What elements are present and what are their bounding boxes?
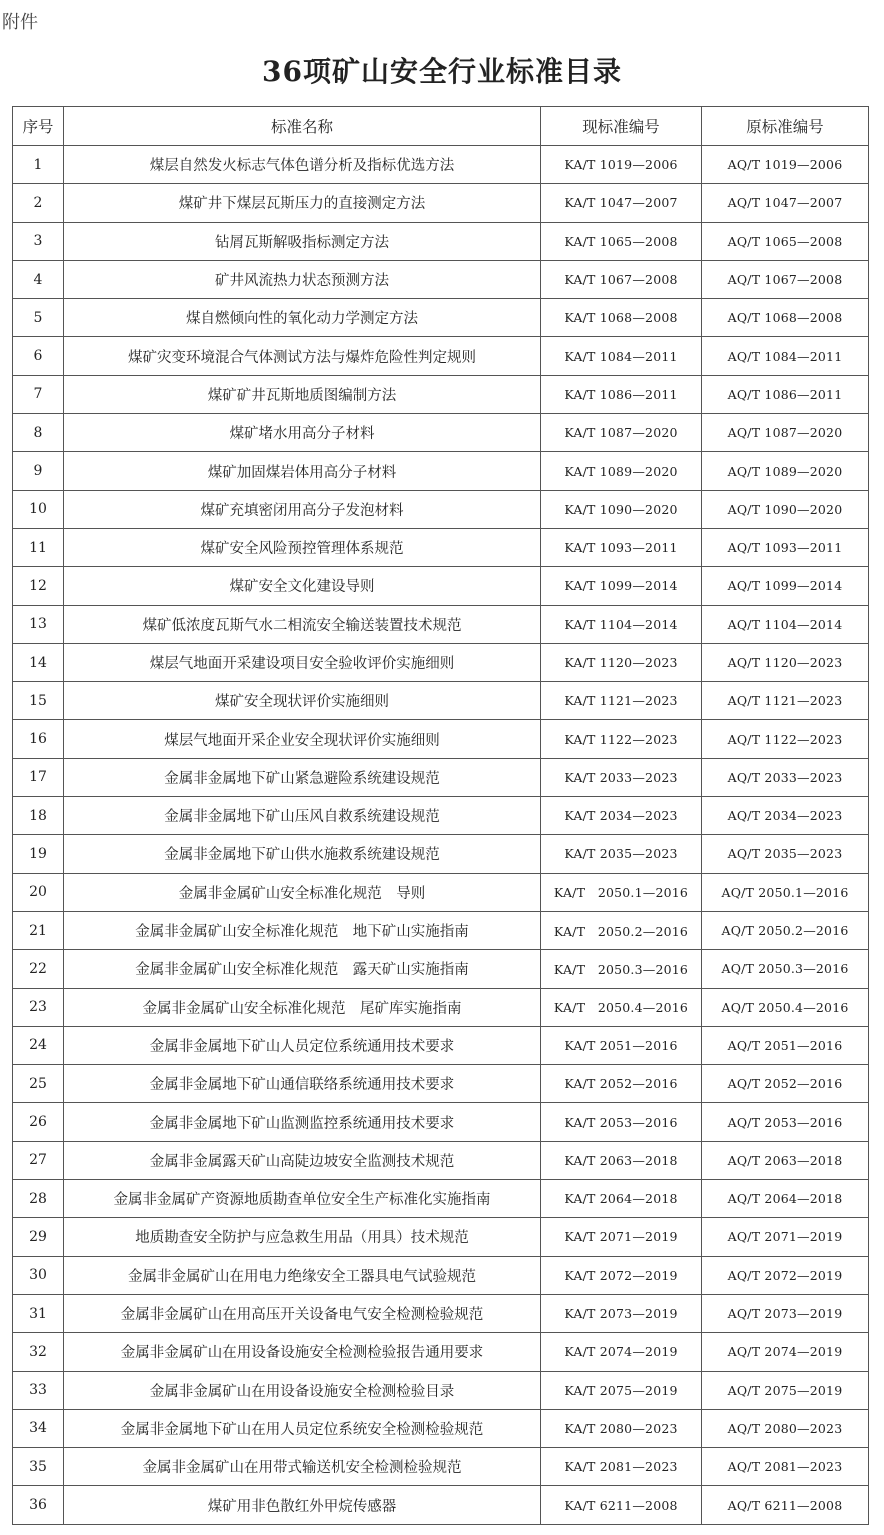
current-code: KA/T 1093—2011 [541, 528, 702, 566]
row-index: 32 [13, 1333, 64, 1371]
row-index: 15 [13, 682, 64, 720]
standard-name: 煤矿充填密闭用高分子发泡材料 [64, 490, 541, 528]
standard-name: 煤矿堵水用高分子材料 [64, 414, 541, 452]
table-row [13, 146, 869, 184]
table-row [13, 184, 869, 222]
current-code: KA/T 1019—2006 [541, 146, 702, 184]
standard-name: 金属非金属矿山在用高压开关设备电气安全检测检验规范 [64, 1294, 541, 1332]
table-row [13, 873, 869, 911]
current-code: KA/T 1122—2023 [541, 720, 702, 758]
current-code: KA/T 2050.1—2016 [541, 873, 702, 911]
header-original-code: 原标准编号 [702, 107, 869, 146]
row-index: 29 [13, 1218, 64, 1256]
table-row [13, 528, 869, 566]
row-index: 23 [13, 988, 64, 1026]
standard-name: 金属非金属地下矿山在用人员定位系统安全检测检验规范 [64, 1409, 541, 1447]
standard-name: 金属非金属地下矿山紧急避险系统建设规范 [64, 758, 541, 796]
standard-name: 煤矿用非色散红外甲烷传感器 [64, 1486, 541, 1524]
standard-name: 金属非金属地下矿山压风自救系统建设规范 [64, 797, 541, 835]
table-row [13, 988, 869, 1026]
original-code: AQ/T 2063—2018 [702, 1141, 869, 1179]
current-code: KA/T 1104—2014 [541, 605, 702, 643]
table-row [13, 1409, 869, 1447]
table-row [13, 720, 869, 758]
row-index: 17 [13, 758, 64, 796]
table-row [13, 1371, 869, 1409]
current-code: KA/T 1099—2014 [541, 567, 702, 605]
original-code: AQ/T 2081—2023 [702, 1448, 869, 1486]
attachment-label: 附件 [2, 12, 38, 33]
original-code: AQ/T 2050.1—2016 [702, 873, 869, 911]
standard-name: 煤矿低浓度瓦斯气水二相流安全输送装置技术规范 [64, 605, 541, 643]
table-row [13, 490, 869, 528]
original-code: AQ/T 1099—2014 [702, 567, 869, 605]
row-index: 6 [13, 337, 64, 375]
header-index: 序号 [13, 107, 64, 146]
row-index: 21 [13, 911, 64, 949]
current-code: KA/T 2063—2018 [541, 1141, 702, 1179]
table-row [13, 1486, 869, 1524]
table-row [13, 758, 869, 796]
original-code: AQ/T 2051—2016 [702, 1026, 869, 1064]
standard-name: 金属非金属地下矿山人员定位系统通用技术要求 [64, 1026, 541, 1064]
row-index: 11 [13, 528, 64, 566]
original-code: AQ/T 1068—2008 [702, 299, 869, 337]
current-code: KA/T 2051—2016 [541, 1026, 702, 1064]
standard-name: 地质勘查安全防护与应急救生用品（用具）技术规范 [64, 1218, 541, 1256]
table-row [13, 1333, 869, 1371]
table-row [13, 337, 869, 375]
row-index: 19 [13, 835, 64, 873]
original-code: AQ/T 2064—2018 [702, 1180, 869, 1218]
original-code: AQ/T 1047—2007 [702, 184, 869, 222]
table-row [13, 1294, 869, 1332]
standard-name: 金属非金属矿山在用设备设施安全检测检验报告通用要求 [64, 1333, 541, 1371]
standard-name: 矿井风流热力状态预测方法 [64, 260, 541, 298]
standard-name: 金属非金属矿山安全标准化规范 导则 [64, 873, 541, 911]
original-code: AQ/T 1067—2008 [702, 260, 869, 298]
current-code: KA/T 1086—2011 [541, 375, 702, 413]
original-code: AQ/T 1121—2023 [702, 682, 869, 720]
original-code: AQ/T 1120—2023 [702, 643, 869, 681]
current-code: KA/T 2080—2023 [541, 1409, 702, 1447]
current-code: KA/T 2050.2—2016 [541, 911, 702, 949]
table-row [13, 1180, 869, 1218]
current-code: KA/T 2050.4—2016 [541, 988, 702, 1026]
original-code: AQ/T 2071—2019 [702, 1218, 869, 1256]
original-code: AQ/T 1093—2011 [702, 528, 869, 566]
original-code: AQ/T 2080—2023 [702, 1409, 869, 1447]
standard-name: 煤矿矿井瓦斯地质图编制方法 [64, 375, 541, 413]
table-row [13, 1103, 869, 1141]
row-index: 24 [13, 1026, 64, 1064]
standard-name: 煤层气地面开采企业安全现状评价实施细则 [64, 720, 541, 758]
row-index: 1 [13, 146, 64, 184]
table-row [13, 797, 869, 835]
original-code: AQ/T 1086—2011 [702, 375, 869, 413]
current-code: KA/T 2074—2019 [541, 1333, 702, 1371]
table-row [13, 605, 869, 643]
row-index: 18 [13, 797, 64, 835]
current-code: KA/T 2053—2016 [541, 1103, 702, 1141]
standard-name: 煤矿井下煤层瓦斯压力的直接测定方法 [64, 184, 541, 222]
current-code: KA/T 1089—2020 [541, 452, 702, 490]
table-row [13, 1026, 869, 1064]
current-code: KA/T 1067—2008 [541, 260, 702, 298]
row-index: 34 [13, 1409, 64, 1447]
standards-table [12, 106, 869, 1525]
row-index: 26 [13, 1103, 64, 1141]
current-code: KA/T 2072—2019 [541, 1256, 702, 1294]
original-code: AQ/T 2050.2—2016 [702, 911, 869, 949]
standard-name: 煤层气地面开采建设项目安全验收评价实施细则 [64, 643, 541, 681]
row-index: 35 [13, 1448, 64, 1486]
table-row [13, 950, 869, 988]
original-code: AQ/T 2074—2019 [702, 1333, 869, 1371]
table-row [13, 682, 869, 720]
row-index: 7 [13, 375, 64, 413]
original-code: AQ/T 2034—2023 [702, 797, 869, 835]
current-code: KA/T 1068—2008 [541, 299, 702, 337]
current-code: KA/T 2035—2023 [541, 835, 702, 873]
current-code: KA/T 1084—2011 [541, 337, 702, 375]
current-code: KA/T 1120—2023 [541, 643, 702, 681]
original-code: AQ/T 1089—2020 [702, 452, 869, 490]
row-index: 22 [13, 950, 64, 988]
table-row [13, 911, 869, 949]
original-code: AQ/T 1122—2023 [702, 720, 869, 758]
original-code: AQ/T 2050.4—2016 [702, 988, 869, 1026]
current-code: KA/T 2071—2019 [541, 1218, 702, 1256]
current-code: KA/T 1065—2008 [541, 222, 702, 260]
standard-name: 金属非金属矿山在用设备设施安全检测检验目录 [64, 1371, 541, 1409]
row-index: 4 [13, 260, 64, 298]
row-index: 36 [13, 1486, 64, 1524]
original-code: AQ/T 2075—2019 [702, 1371, 869, 1409]
original-code: AQ/T 6211—2008 [702, 1486, 869, 1524]
standard-name: 金属非金属矿山安全标准化规范 地下矿山实施指南 [64, 911, 541, 949]
table-row [13, 299, 869, 337]
original-code: AQ/T 2073—2019 [702, 1294, 869, 1332]
current-code: KA/T 1090—2020 [541, 490, 702, 528]
row-index: 10 [13, 490, 64, 528]
standard-name: 煤矿安全现状评价实施细则 [64, 682, 541, 720]
page-title: 36项矿山安全行业标准目录 [262, 55, 622, 88]
row-index: 12 [13, 567, 64, 605]
row-index: 33 [13, 1371, 64, 1409]
table-row [13, 1448, 869, 1486]
row-index: 28 [13, 1180, 64, 1218]
original-code: AQ/T 2052—2016 [702, 1065, 869, 1103]
row-index: 3 [13, 222, 64, 260]
current-code: KA/T 1121—2023 [541, 682, 702, 720]
standard-name: 煤自燃倾向性的氧化动力学测定方法 [64, 299, 541, 337]
table-row [13, 835, 869, 873]
row-index: 27 [13, 1141, 64, 1179]
current-code: KA/T 2081—2023 [541, 1448, 702, 1486]
table-row [13, 567, 869, 605]
standard-name: 钻屑瓦斯解吸指标测定方法 [64, 222, 541, 260]
original-code: AQ/T 1019—2006 [702, 146, 869, 184]
standard-name: 金属非金属矿山安全标准化规范 尾矿库实施指南 [64, 988, 541, 1026]
row-index: 2 [13, 184, 64, 222]
original-code: AQ/T 2072—2019 [702, 1256, 869, 1294]
standard-name: 金属非金属矿山在用带式输送机安全检测检验规范 [64, 1448, 541, 1486]
current-code: KA/T 2073—2019 [541, 1294, 702, 1332]
table-row [13, 222, 869, 260]
table-header-row [13, 107, 869, 146]
row-index: 5 [13, 299, 64, 337]
standard-name: 金属非金属矿山安全标准化规范 露天矿山实施指南 [64, 950, 541, 988]
standard-name: 煤矿安全风险预控管理体系规范 [64, 528, 541, 566]
table-row [13, 260, 869, 298]
standard-name: 金属非金属矿产资源地质勘查单位安全生产标准化实施指南 [64, 1180, 541, 1218]
original-code: AQ/T 1065—2008 [702, 222, 869, 260]
current-code: KA/T 6211—2008 [541, 1486, 702, 1524]
standard-name: 煤矿加固煤岩体用高分子材料 [64, 452, 541, 490]
row-index: 16 [13, 720, 64, 758]
standard-name: 金属非金属地下矿山通信联络系统通用技术要求 [64, 1065, 541, 1103]
current-code: KA/T 2033—2023 [541, 758, 702, 796]
original-code: AQ/T 1090—2020 [702, 490, 869, 528]
standard-name: 金属非金属露天矿山高陡边坡安全监测技术规范 [64, 1141, 541, 1179]
header-current-code: 现标准编号 [541, 107, 702, 146]
current-code: KA/T 2034—2023 [541, 797, 702, 835]
standard-name: 煤矿灾变环境混合气体测试方法与爆炸危险性判定规则 [64, 337, 541, 375]
standard-name: 金属非金属地下矿山监测监控系统通用技术要求 [64, 1103, 541, 1141]
original-code: AQ/T 2053—2016 [702, 1103, 869, 1141]
row-index: 13 [13, 605, 64, 643]
original-code: AQ/T 1084—2011 [702, 337, 869, 375]
original-code: AQ/T 2035—2023 [702, 835, 869, 873]
header-standard-name: 标准名称 [64, 107, 541, 146]
current-code: KA/T 2052—2016 [541, 1065, 702, 1103]
row-index: 31 [13, 1294, 64, 1332]
row-index: 30 [13, 1256, 64, 1294]
standard-name: 煤矿安全文化建设导则 [64, 567, 541, 605]
row-index: 20 [13, 873, 64, 911]
current-code: KA/T 2075—2019 [541, 1371, 702, 1409]
standard-name: 金属非金属矿山在用电力绝缘安全工器具电气试验规范 [64, 1256, 541, 1294]
standard-name: 煤层自然发火标志气体色谱分析及指标优选方法 [64, 146, 541, 184]
current-code: KA/T 2064—2018 [541, 1180, 702, 1218]
original-code: AQ/T 1087—2020 [702, 414, 869, 452]
row-index: 9 [13, 452, 64, 490]
table-row [13, 1256, 869, 1294]
table-row [13, 414, 869, 452]
standard-name: 金属非金属地下矿山供水施救系统建设规范 [64, 835, 541, 873]
row-index: 8 [13, 414, 64, 452]
table-row [13, 452, 869, 490]
table-row [13, 1065, 869, 1103]
current-code: KA/T 1047—2007 [541, 184, 702, 222]
row-index: 14 [13, 643, 64, 681]
current-code: KA/T 1087—2020 [541, 414, 702, 452]
original-code: AQ/T 2033—2023 [702, 758, 869, 796]
current-code: KA/T 2050.3—2016 [541, 950, 702, 988]
table-row [13, 1218, 869, 1256]
row-index: 25 [13, 1065, 64, 1103]
original-code: AQ/T 1104—2014 [702, 605, 869, 643]
table-row [13, 375, 869, 413]
table-row [13, 1141, 869, 1179]
original-code: AQ/T 2050.3—2016 [702, 950, 869, 988]
table-row [13, 643, 869, 681]
